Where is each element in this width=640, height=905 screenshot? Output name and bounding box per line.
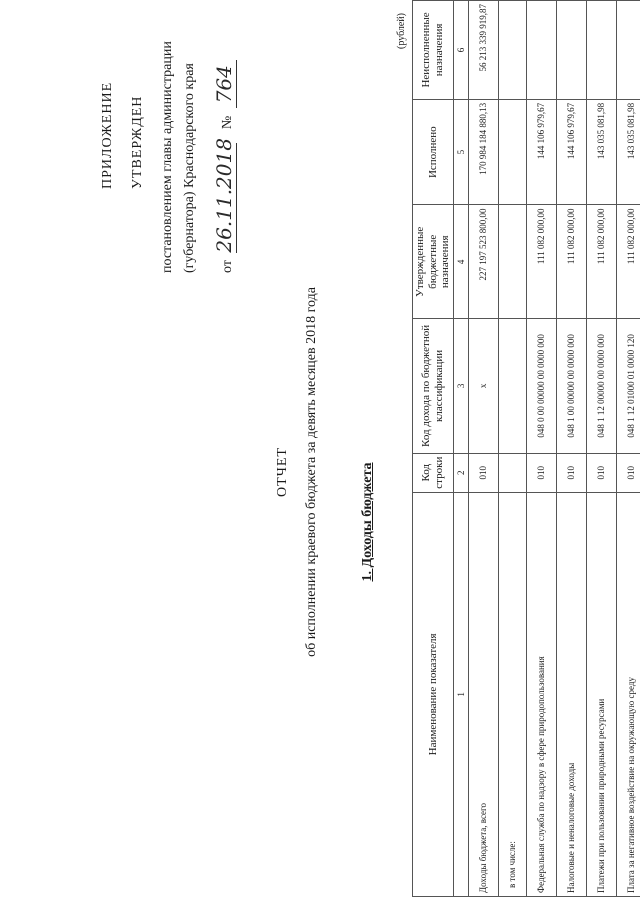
handwritten-number: 764 (212, 60, 237, 108)
row-executed (498, 99, 526, 205)
row-name: в том числе: (498, 492, 526, 896)
approval-date-row (212, 60, 237, 273)
row-remaining (498, 1, 526, 100)
table-header-row (413, 1, 454, 897)
header-income-code: Код дохода по бюджетной классификации (413, 319, 454, 454)
row-income-code: 048 0 00 00000 00 0000 000 (526, 319, 556, 454)
table-row (526, 1, 556, 897)
report-title: ОТЧЕТ (275, 447, 290, 497)
row-approved: 227 197 523 800,00 (468, 205, 498, 319)
table-row (586, 1, 616, 897)
row-name: Плата за негативное воздействие на окружающую среду (616, 492, 640, 896)
row-remaining (616, 1, 640, 100)
header-executed: Исполнено (413, 99, 454, 205)
row-name: Федеральная служба по надзору в сфере природопользования (526, 492, 556, 896)
row-remaining: 56 213 339 919,87 (468, 1, 498, 100)
approval-line-2: (губернатора) Краснодарского края (182, 63, 197, 273)
date-prefix: от (220, 260, 235, 273)
row-approved (498, 205, 526, 319)
row-line-code: 010 (556, 453, 586, 492)
row-name: Платежи при пользовании природными ресурсами (586, 492, 616, 896)
row-executed: 144 106 979,67 (526, 99, 556, 205)
appendix-title: ПРИЛОЖЕНИЕ (100, 81, 115, 189)
row-income-code: 048 1 12 00000 00 0000 000 (586, 319, 616, 454)
row-line-code (498, 453, 526, 492)
row-line-code: 010 (526, 453, 556, 492)
table-row (468, 1, 498, 897)
row-executed: 143 035 081,98 (616, 99, 640, 205)
row-income-code: х (468, 319, 498, 454)
table-row (616, 1, 640, 897)
row-line-code: 010 (586, 453, 616, 492)
table-row (498, 1, 526, 897)
units-label: (рублей) (396, 12, 407, 49)
row-executed: 144 106 979,67 (556, 99, 586, 205)
row-remaining (526, 1, 556, 100)
header-line-code: Код строки (413, 453, 454, 492)
table-row (556, 1, 586, 897)
row-approved: 111 082 000,00 (586, 205, 616, 319)
report-subtitle: об исполнении краевого бюджета за девять месяцев 2018 года (304, 287, 319, 657)
column-number: 5 (453, 99, 468, 205)
row-line-code: 010 (616, 453, 640, 492)
row-income-code (498, 319, 526, 454)
row-name: Налоговые и неналоговые доходы (556, 492, 586, 896)
handwritten-date: 26.11.2018 (212, 138, 236, 253)
revenue-table (412, 0, 640, 897)
section-title: 1. Доходы бюджета (360, 462, 375, 582)
column-number: 2 (453, 453, 468, 492)
approval-line-1: постановлением главы администрации (160, 41, 175, 273)
row-line-code: 010 (468, 453, 498, 492)
row-approved: 111 082 000,00 (526, 205, 556, 319)
row-income-code: 048 1 00 00000 00 0000 000 (556, 319, 586, 454)
row-executed: 170 984 184 880,13 (468, 99, 498, 205)
row-income-code: 048 1 12 01000 01 0000 120 (616, 319, 640, 454)
row-executed: 143 035 081,98 (586, 99, 616, 205)
column-number: 6 (453, 1, 468, 100)
row-remaining (556, 1, 586, 100)
column-number: 4 (453, 205, 468, 319)
number-prefix: № (220, 115, 235, 130)
header-approved: Утвержденные бюджетные назначения (413, 205, 454, 319)
row-name: Доходы бюджета, всего (468, 492, 498, 896)
approved-label: УТВЕРЖДЕН (130, 95, 145, 189)
header-remaining: Неисполненные назначения (413, 1, 454, 100)
row-approved: 111 082 000,00 (616, 205, 640, 319)
column-number: 3 (453, 319, 468, 454)
row-approved: 111 082 000,00 (556, 205, 586, 319)
header-name: Наименование показателя (413, 492, 454, 896)
column-number: 1 (453, 492, 468, 896)
column-number-row (453, 1, 468, 897)
row-remaining (586, 1, 616, 100)
